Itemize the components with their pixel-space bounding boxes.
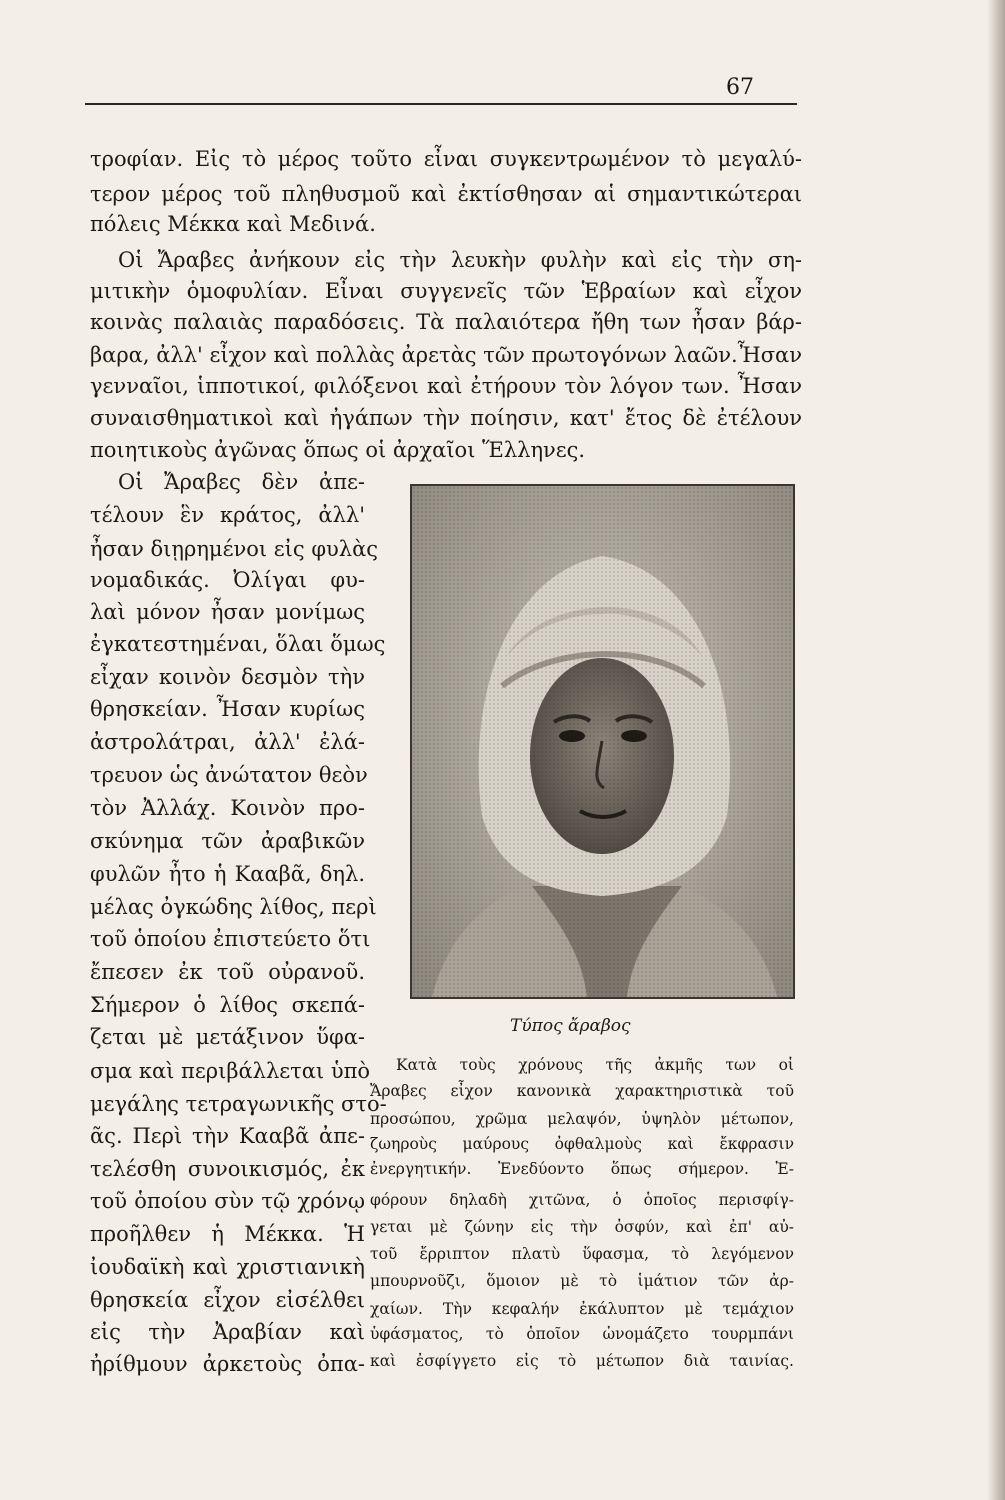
caption-line: γεται μὲ ζώνην εἰς τὴν ὀσφύν, καὶ ἐπ' αὐ- bbox=[370, 1218, 794, 1236]
page-edge-shadow bbox=[987, 0, 1005, 1500]
caption-line: ὑφάσματος, τὸ ὁποῖον ὠνομάζετο τουρμπάνι bbox=[370, 1325, 794, 1343]
column-line: ᾶς. Περὶ τὴν Κααβᾶ ἀπε- bbox=[90, 1124, 365, 1148]
column-line: προῆλθεν ἡ Μέκκα. Ἡ bbox=[90, 1222, 365, 1246]
caption-line: φόρουν δηλαδὴ χιτῶνα, ὁ ὁποῖος περισφίγ- bbox=[370, 1191, 794, 1209]
column-line: ζεται μὲ μετάξινον ὕφα- bbox=[90, 1025, 365, 1049]
column-line: ἰουδαϊκὴ καὶ χριστιανικὴ bbox=[90, 1255, 365, 1279]
paragraph-line: γενναῖοι, ἱπποτικοί, φιλόξενοι καὶ ἐτήρουν τὸν λόγον των. Ἦσαν bbox=[90, 374, 802, 398]
header-rule bbox=[85, 103, 797, 105]
column-line: Σήμερον ὁ λίθος σκεπά- bbox=[90, 993, 365, 1017]
figure-caption: Τύπος ἄραβος bbox=[510, 1016, 631, 1036]
column-line: εἶχαν κοινὸν δεσμὸν τὴν bbox=[90, 665, 365, 689]
column-line: τρευον ὡς ἀνώτατον θεὸν bbox=[90, 763, 368, 787]
column-line: σκύνημα τῶν ἀραβικῶν bbox=[90, 829, 365, 853]
paragraph-line: συναισθηματικοὶ καὶ ἠγάπων τὴν ποίησιν, κατ' ἔτος δὲ ἐτέλουν bbox=[90, 406, 802, 430]
paragraph-line: κοινὰς παλαιὰς παραδόσεις. Τὰ παλαιότερα ἤθη των ἦσαν βάρ- bbox=[90, 310, 802, 334]
caption-line: καὶ ἐσφίγγετο εἰς τὸ μέτωπον διὰ ταινίας. bbox=[370, 1352, 794, 1370]
column-line: Οἱ Ἄραβες δὲν ἀπε- bbox=[118, 470, 365, 494]
caption-line: προσώπου, χρῶμα μελαψόν, ὑψηλὸν μέτωπον, bbox=[370, 1110, 794, 1128]
paragraph-line: τροφίαν. Εἰς τὸ μέρος τοῦτο εἶναι συγκεντρωμένον τὸ μεγαλύ- bbox=[90, 147, 802, 171]
column-line: θρησκείαν. Ἦσαν κυρίως bbox=[90, 697, 365, 721]
paragraph-line: τερον μέρος τοῦ πληθυσμοῦ καὶ ἐκτίσθησαν αἱ σημαντικώτεραι bbox=[90, 182, 802, 206]
column-line: τέλουν ἓν κράτος, ἀλλ' bbox=[90, 503, 365, 527]
caption-line: τοῦ ἔρριπτον πλατὺ ὕφασμα, τὸ λεγόμενον bbox=[370, 1245, 794, 1263]
column-line: εἰς τὴν Ἀραβίαν καὶ bbox=[90, 1320, 365, 1344]
column-line: ἠρίθμουν ἀρκετοὺς ὀπα- bbox=[90, 1352, 365, 1376]
column-line: τοῦ ὁποίου σὺν τῷ χρόνῳ bbox=[90, 1189, 365, 1213]
paragraph-line: ποιητικοὺς ἀγῶνας ὅπως οἱ ἀρχαῖοι Ἕλληνες. bbox=[90, 438, 586, 462]
column-line: τοῦ ὁποίου ἐπιστεύετο ὅτι bbox=[90, 927, 371, 951]
column-line: φυλῶν ἦτο ἡ Κααβᾶ, δηλ. bbox=[90, 862, 365, 886]
column-line: θρησκεία εἶχον εἰσέλθει bbox=[90, 1288, 365, 1312]
caption-line: χαίων. Τὴν κεφαλήν ἐκάλυπτον μὲ τεμάχιον bbox=[370, 1300, 794, 1318]
caption-line: μπουρνοῦζι, ὅμοιον μὲ τὸ ἱμάτιον τῶν ἀρ- bbox=[370, 1272, 794, 1290]
column-line: σμα καὶ περιβάλλεται ὑπὸ bbox=[90, 1059, 371, 1083]
column-line: μέλας ὀγκώδης λίθος, περὶ bbox=[90, 895, 377, 919]
paragraph-line: πόλεις Μέκκα καὶ Μεδινά. bbox=[90, 212, 376, 236]
caption-line: Ἄραβες εἶχον κανονικὰ χαρακτηριστικὰ τοῦ bbox=[370, 1082, 794, 1100]
column-line: τελέσθη συνοικισμός, ἐκ bbox=[90, 1157, 365, 1181]
column-line: ἦσαν διῃρημένοι εἰς φυλὰς bbox=[90, 537, 379, 561]
column-line: μεγάλης τετραγωνικῆς στο- bbox=[90, 1092, 387, 1116]
caption-line: Κατὰ τοὺς χρόνους τῆς ἀκμῆς των οἱ bbox=[396, 1056, 794, 1074]
column-line: ἐγκατεστημέναι, ὅλαι ὅμως bbox=[90, 632, 386, 656]
column-line: ἀστρολάτραι, ἀλλ' ἐλά- bbox=[90, 730, 365, 754]
column-line: τὸν Ἀλλάχ. Κοινὸν προ- bbox=[90, 796, 365, 820]
arab-portrait-image bbox=[410, 484, 795, 999]
column-line: νομαδικάς. Ὀλίγαι φυ- bbox=[90, 568, 365, 592]
page-number: 67 bbox=[726, 75, 754, 100]
caption-line: ζωηροὺς μαύρους ὀφθαλμοὺς καὶ ἔκφρασιν bbox=[370, 1135, 794, 1153]
paragraph-line: βαρα, ἀλλ' εἶχον καὶ πολλὰς ἀρετὰς τῶν πρωτογόνων λαῶν.Ἦσαν bbox=[90, 343, 802, 367]
column-line: ἔπεσεν ἐκ τοῦ οὐρανοῦ. bbox=[90, 960, 365, 984]
column-line: λαὶ μόνον ἦσαν μονίμως bbox=[90, 600, 365, 624]
paragraph-line: μιτικὴν ὁμοφυλίαν. Εἶναι συγγενεῖς τῶν Ἑβραίων καὶ εἶχον bbox=[90, 279, 802, 303]
portrait-illustration bbox=[412, 486, 793, 997]
caption-line: ἐνεργητικήν. Ἐνεδύοντο ὅπως σήμερον. Ἐ- bbox=[370, 1160, 794, 1178]
paragraph-line: Οἱ Ἄραβες ἀνήκουν εἰς τὴν λευκὴν φυλὴν καὶ εἰς τὴν ση- bbox=[118, 248, 802, 272]
